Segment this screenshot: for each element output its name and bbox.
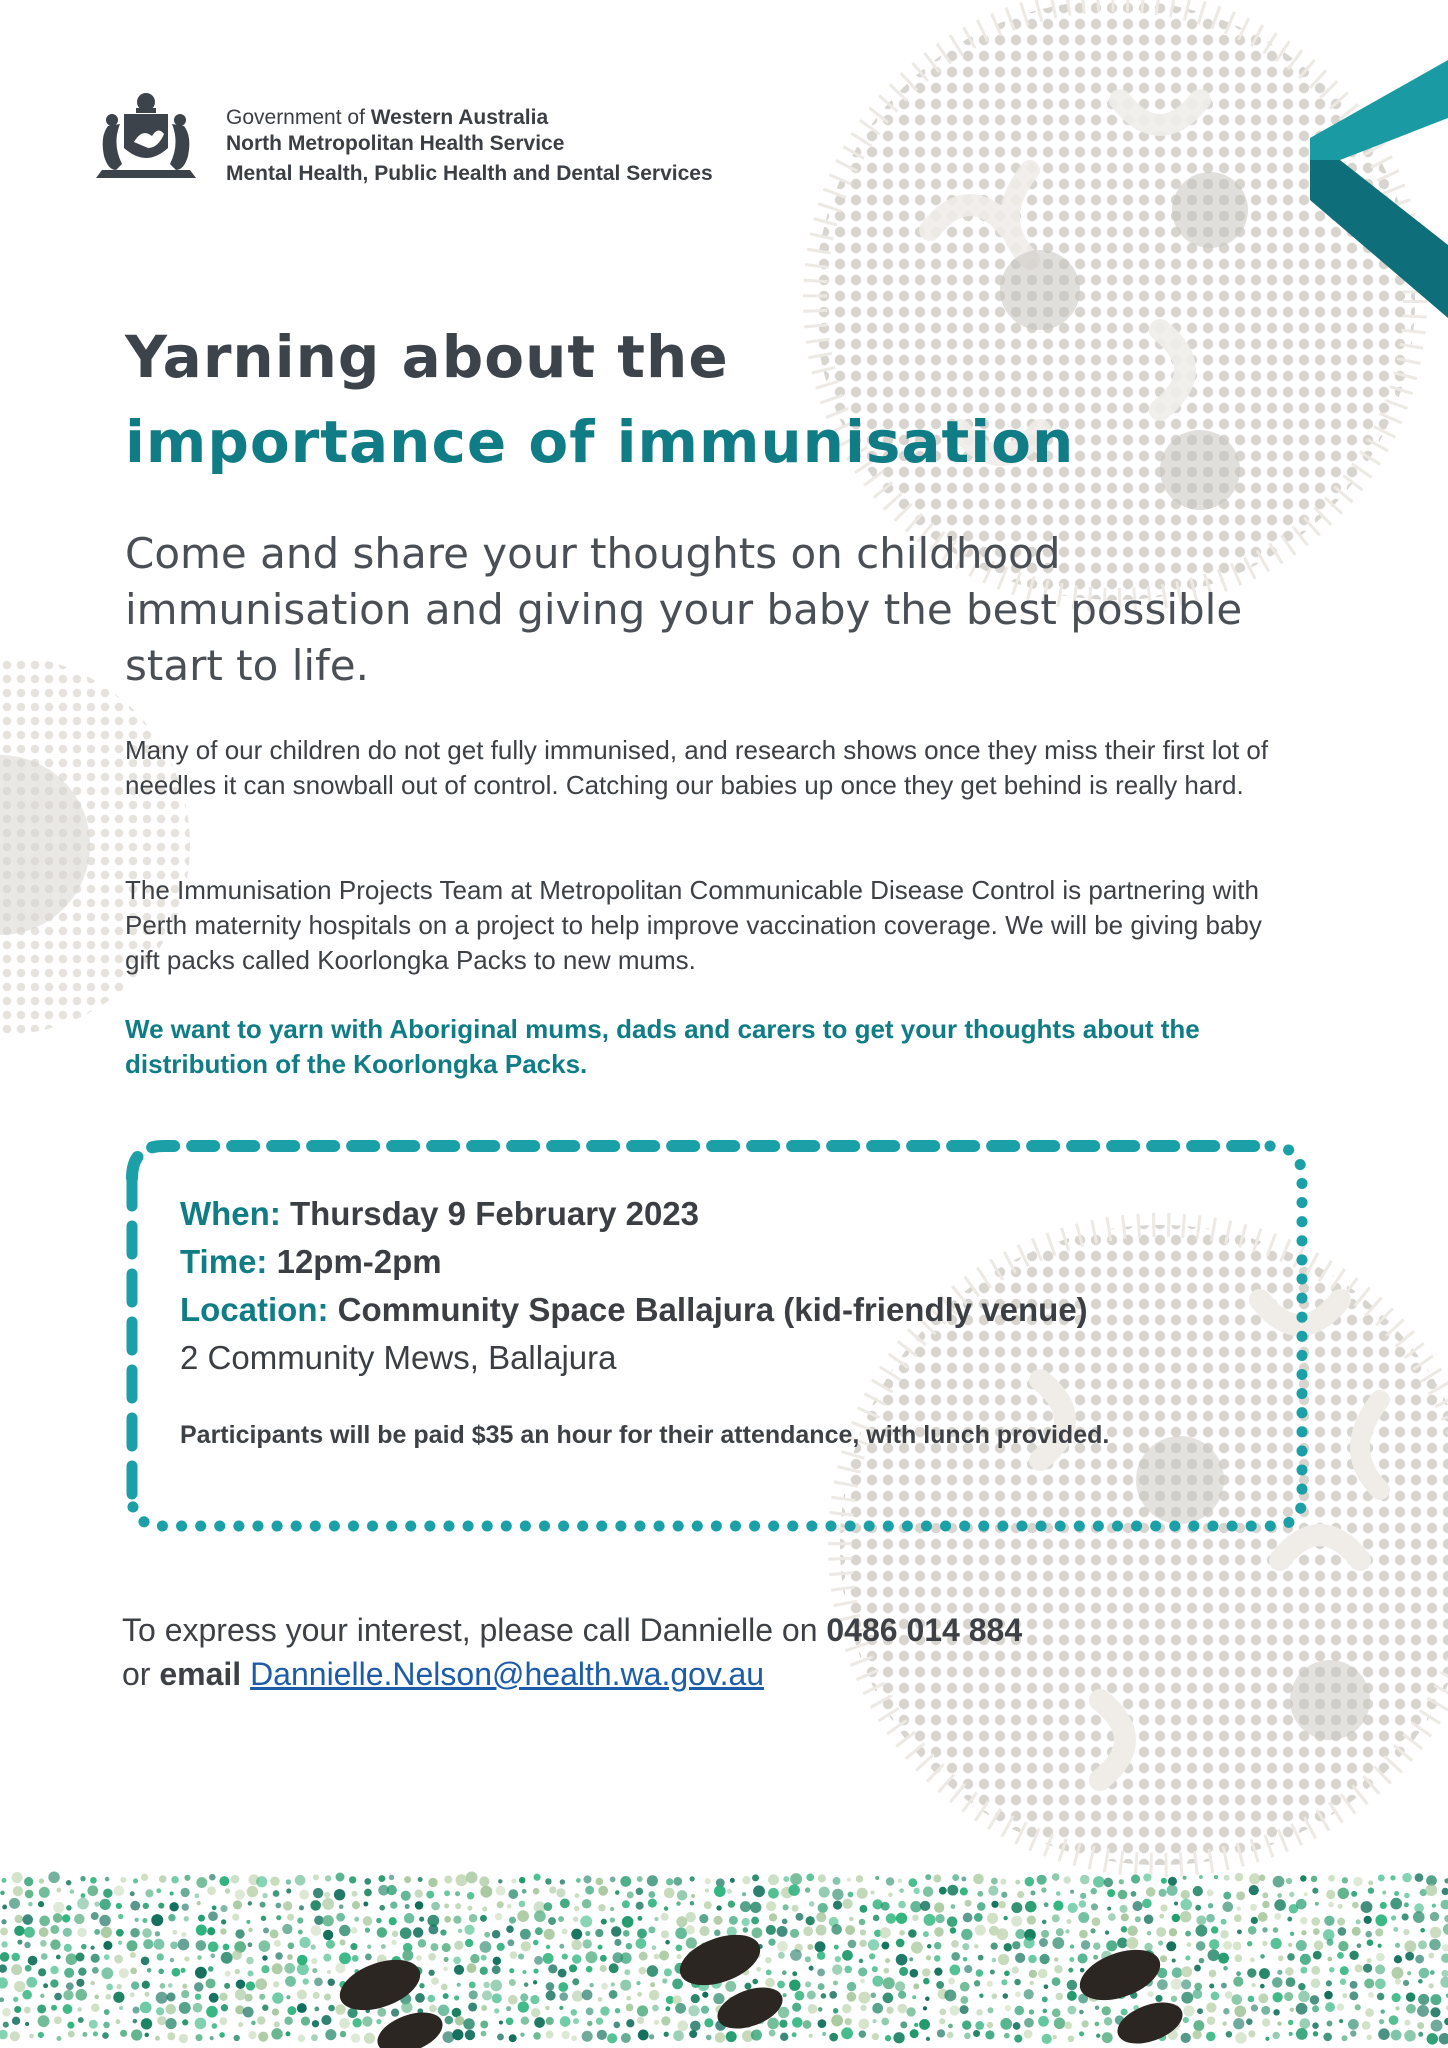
footer-dot-strip	[0, 1872, 1448, 2048]
event-when: When: Thursday 9 February 2023	[180, 1195, 700, 1232]
event-location: Location: Community Space Ballajura (kid-friendly venue)	[180, 1291, 1088, 1328]
page-title-line1: Yarning about the	[125, 323, 729, 391]
contact-line-email: or email Dannielle.Nelson@health.wa.gov.au	[122, 1656, 765, 1692]
body-paragraph-2: The Immunisation Projects Team at Metropolitan Communicable Disease Control is partnering with Perth maternity hospitals on a project to help improve vaccination coverage. We will be giving baby gift packs called Koorlongka Packs to new mums.	[125, 875, 1262, 975]
phone-number[interactable]: 0486 014 884	[826, 1612, 1023, 1648]
header-division-line: Mental Health, Public Health and Dental Services	[226, 162, 713, 185]
body-paragraph-highlight: We want to yarn with Aboriginal mums, dads and carers to get your thoughts about the distribution of the Koorlongka Packs.	[125, 1014, 1200, 1079]
contact-line-phone: To express your interest, please call Dannielle on 0486 014 884	[122, 1612, 1023, 1648]
email-link[interactable]: Dannielle.Nelson@health.wa.gov.au	[250, 1656, 765, 1692]
event-time: Time: 12pm-2pm	[180, 1243, 442, 1280]
lead-paragraph: Come and share your thoughts on childhood immunisation and giving your baby the best possible start to life.	[125, 529, 1243, 690]
wa-coat-of-arms-icon	[86, 86, 206, 186]
page-title-line2: importance of immunisation	[125, 408, 1075, 476]
body-paragraph-1: Many of our children do not get fully immunised, and research shows once they miss their first lot of needles it can snowball out of control. Catching our babies up once they get behind is really hard.	[125, 735, 1269, 800]
header-government-line: Government of Western Australia	[226, 106, 549, 129]
event-address: 2 Community Mews, Ballajura	[180, 1339, 617, 1376]
header-service-line: North Metropolitan Health Service	[226, 132, 565, 155]
payment-note: Participants will be paid $35 an hour for their attendance, with lunch provided.	[180, 1421, 1110, 1449]
